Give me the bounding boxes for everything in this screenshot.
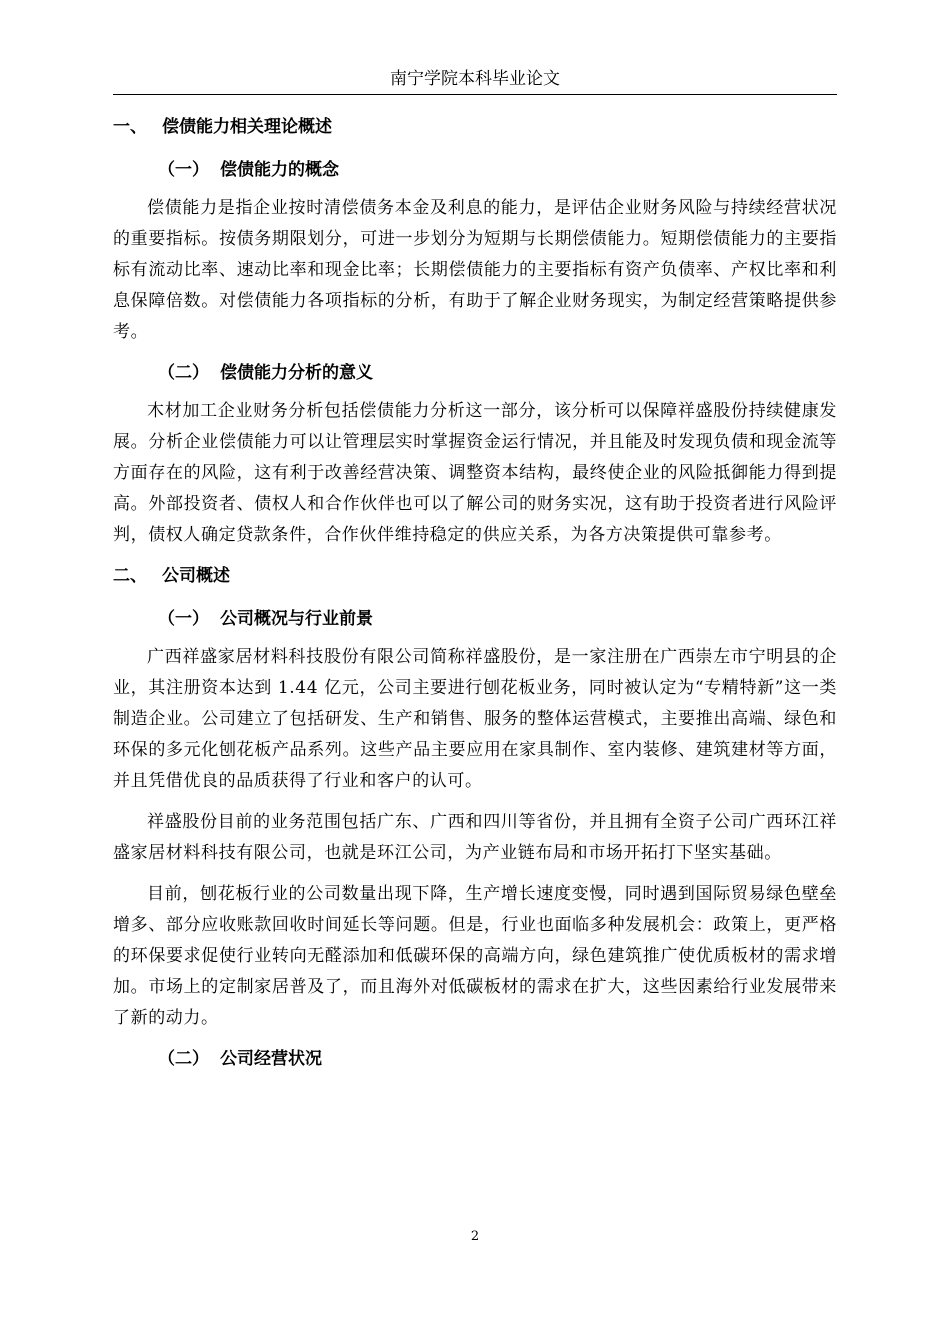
subsection-title: 偿债能力的概念 — [220, 160, 339, 180]
subsection-heading — [158, 358, 837, 388]
section-title: 偿债能力相关理论概述 — [162, 117, 332, 137]
subsection-number: （一） — [158, 609, 209, 629]
subsection-heading — [158, 604, 837, 634]
page-body — [113, 112, 837, 1082]
section-title: 公司概述 — [162, 566, 230, 586]
subsection-title: 公司经营状况 — [220, 1049, 322, 1069]
paragraph: 广西祥盛家居材料科技股份有限公司简称祥盛股份，是一家注册在广西崇左市宁明县的企业，其注册资本达到 1.44 亿元，公司主要进行刨花板业务，同时被认定为“专精特新”这一类制造企业。公司建立了包括研发、生产和销售、服务的整体运营模式，主要推出高端、绿色和环保的多元化刨花板产品系列。这些产品主要应用在家具制作、室内装修、建筑建材等方面，并且凭借优良的品质获得了行业和客户的认可。 — [113, 647, 837, 791]
section-heading — [113, 112, 837, 142]
paragraph: 目前，刨花板行业的公司数量出现下降，生产增长速度变慢，同时遇到国际贸易绿色壁垒增多、部分应收账款回收时间延长等问题。但是，行业也面临多种发展机会：政策上，更严格的环保要求促使行业转向无醛添加和低碳环保的高端方向，绿色建筑推广使优质板材的需求增加。市场上的定制家居普及了，而且海外对低碳板材的需求在扩大，这些因素给行业发展带来了新的动力。 — [113, 884, 837, 1028]
paragraph: 祥盛股份目前的业务范围包括广东、广西和四川等省份，并且拥有全资子公司广西环江祥盛家居材料科技有限公司，也就是环江公司，为产业链布局和市场开拓打下坚实基础。 — [113, 812, 837, 863]
paragraph: 偿债能力是指企业按时清偿债务本金及利息的能力，是评估企业财务风险与持续经营状况的重要指标。按债务期限划分，可进一步划分为短期与长期偿债能力。短期偿债能力的主要指标有流动比率、速动比率和现金比率；长期偿债能力的主要指标有资产负债率、产权比率和利息保障倍数。对偿债能力各项指标的分析，有助于了解企业财务现实，为制定经营策略提供参考。 — [113, 198, 837, 342]
paragraph: 木材加工企业财务分析包括偿债能力分析这一部分，该分析可以保障祥盛股份持续健康发展。分析企业偿债能力可以让管理层实时掌握资金运行情况，并且能及时发现负债和现金流等方面存在的风险，这有利于改善经营决策、调整资本结构，最终使企业的风险抵御能力得到提高。外部投资者、债权人和合作伙伴也可以了解公司的财务实况，这有助于投资者进行风险评判，债权人确定贷款条件，合作伙伴维持稳定的供应关系，为各方决策提供可靠参考。 — [113, 401, 837, 545]
subsection-title: 公司概况与行业前景 — [220, 609, 373, 629]
page-header: 南宁学院本科毕业论文 — [113, 64, 837, 95]
page-number: 2 — [470, 1229, 480, 1244]
subsection-title: 偿债能力分析的意义 — [220, 363, 373, 383]
subsection-number: （一） — [158, 160, 209, 180]
section-number: 一、 — [113, 117, 147, 137]
subsection-number: （二） — [158, 363, 209, 383]
section-number: 二、 — [113, 566, 147, 586]
subsection-heading — [158, 1044, 837, 1074]
subsection-number: （二） — [158, 1049, 209, 1069]
section-heading — [113, 561, 837, 591]
subsection-heading — [158, 155, 837, 185]
